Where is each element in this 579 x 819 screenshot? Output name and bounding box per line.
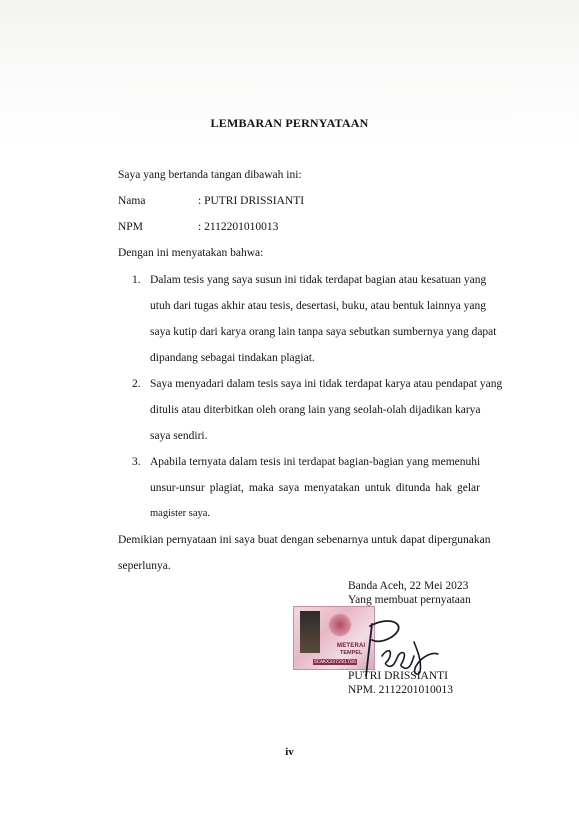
closing-line: seperlunya. xyxy=(118,560,171,572)
stamp-serial: 5CAKX337291786 xyxy=(314,659,357,665)
closing-line: Demikian pernyataan ini saya buat dengan sebenarnya untuk dapat dipergunakan xyxy=(118,534,491,546)
item-line: Apabila ternyata dalam tesis ini terdapat bagian-bagian yang memenuhi xyxy=(150,456,481,468)
signature-name: PUTRI DRISSIANTI xyxy=(348,670,448,682)
field-value-npm: : 2112201010013 xyxy=(198,221,279,233)
field-label-nama: Nama xyxy=(118,195,146,207)
stamp-label: METERAI xyxy=(337,643,366,649)
stamp-label: TEMPEL xyxy=(340,650,363,656)
item-line: dipandang sebagai tindakan plagiat. xyxy=(150,352,315,364)
field-value-nama: : PUTRI DRISSIANTI xyxy=(198,195,305,207)
signature-role: Yang membuat pernyataan xyxy=(348,594,471,606)
signature-npm: NPM. 2112201010013 xyxy=(348,684,453,696)
item-line: unsur-unsur plagiat, maka saya menyatakan untuk ditunda hak gelar xyxy=(150,482,480,494)
item-number: 1. xyxy=(132,274,141,286)
item-number: 2. xyxy=(132,378,141,390)
item-line: Saya menyadari dalam tesis saya ini tidak terdapat karya atau pendapat yang xyxy=(150,378,503,390)
item-line: ditulis atau diterbitkan oleh orang lain yang seolah-olah dijadikan karya xyxy=(150,404,481,416)
intro-text: Saya yang bertanda tangan dibawah ini: xyxy=(118,169,302,181)
document-title: LEMBARAN PERNYATAAN xyxy=(210,116,369,130)
item-line: saya kutip dari karya orang lain tanpa saya sebutkan sumbernya yang dapat xyxy=(150,326,497,338)
item-number: 3. xyxy=(132,456,141,468)
item-line: magister saya. xyxy=(150,508,211,519)
item-line: saya sendiri. xyxy=(150,430,208,442)
field-label-npm: NPM xyxy=(118,221,143,233)
page-number: iv xyxy=(285,746,294,758)
declaration-intro: Dengan ini menyatakan bahwa: xyxy=(118,247,264,259)
item-line: utuh dari tugas akhir atau tesis, desertasi, buku, atau bentuk lainnya yang xyxy=(150,300,486,312)
item-line: Dalam tesis yang saya susun ini tidak terdapat bagian atau kesatuan yang xyxy=(150,274,487,286)
garuda-icon xyxy=(328,613,352,637)
stamp-emblem-icon xyxy=(300,611,320,653)
signature-place-date: Banda Aceh, 22 Mei 2023 xyxy=(348,580,469,592)
